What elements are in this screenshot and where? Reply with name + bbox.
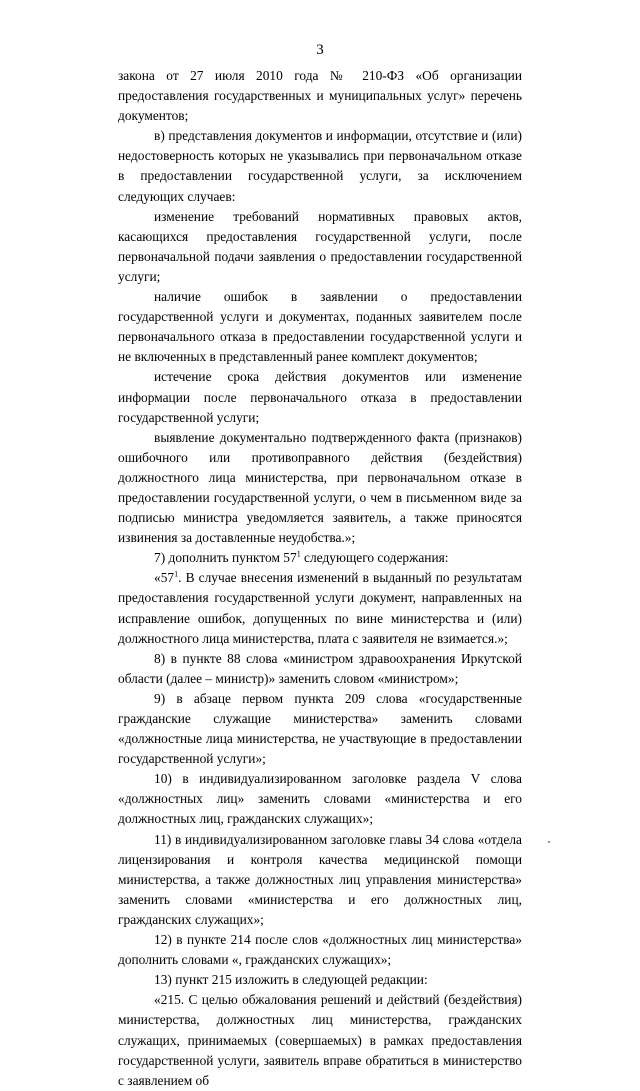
paragraph: 9) в абзаце первом пункта 209 слова «государственные гражданские служащие министерства» заменить словами «должностные лица министерства, не участвующие в предоставлении государственной услуги»;	[118, 690, 522, 767]
paragraph: 12) в пункте 214 после слов «должностных лиц министерства» дополнить словами «, гражданских служащих»;	[118, 932, 522, 968]
paragraph: изменение требований нормативных правовых актов, касающихся предоставления государственной услуги, после первоначальной подачи заявления о предоставлении государственной услуги;	[118, 208, 522, 284]
paragraph-text: . В случае внесения изменений в выданный по результатам предоставления государственной услуги документ, направленных на исправление ошибок, допущенных по вине министерства и (или) должностного лица министерства, плата с заявителя не взимается.»;	[118, 570, 522, 646]
paragraph: 13) пункт 215 изложить в следующей редакции:	[154, 972, 428, 988]
paragraph: истечение срока действия документов или изменение информации после первоначального отказа в предоставлении государственной услуги;	[118, 369, 522, 425]
paragraph: 10) в индивидуализированном заголовке раздела V слова «должностных лиц» заменить словами «министерства и его должностных лиц, гражданских служащих»;	[118, 771, 522, 827]
paragraph-text: следующего содержания:	[300, 550, 449, 566]
paragraph-text: «57	[154, 570, 175, 586]
paragraph: в) представления документов и информации, отсутствие и (или) недостоверность которых не указывались при первоначальном отказе в предоставлении государственной услуги, за исключением следующих случаев:	[118, 128, 522, 204]
paragraph: выявление документально подтвержденного факта (признаков) ошибочного или противоправного действия (бездействия) должностного лица министерства, при первоначальном отказе в предоставлении государственной услуги, о чем в письменном виде за подписью министра уведомляется заявитель, а также приносятся извинения за доставленные неудобства.»;	[118, 429, 522, 546]
paragraph-clause-57-1	[118, 568, 522, 648]
paragraph: 11) в индивидуализированном заголовке главы 34 слова «отдела лицензирования и контроля качества медицинской помощи министерства, а также должностных лиц управления министерства» заменить словами «министерства и его должностных лиц, гражданских служащих»;	[118, 831, 522, 927]
paragraph: «215. С целью обжалования решений и действий (бездействия) министерства, должностных лиц министерства, гражданских служащих, принимаемых (совершаемых) в рамках предоставления государственной услуги, заявитель вправе обратиться в министерство с заявлением об	[118, 992, 522, 1088]
paragraph-amendment-7	[118, 548, 522, 568]
paragraph: 8) в пункте 88 слова «министром здравоохранения Иркутской области (далее – министр)» заменить словом «министром»;	[118, 650, 522, 686]
paragraph: закона от 27 июля 2010 года № 210-ФЗ «Об организации предоставления государственных и муниципальных услуг» перечень документов;	[118, 68, 522, 124]
paragraph-text: 7) дополнить пунктом 57	[154, 550, 297, 566]
scan-speck	[548, 841, 550, 843]
document-body	[118, 66, 522, 1091]
superscript: 1	[174, 569, 179, 579]
paragraph: наличие ошибок в заявлении о предоставлении государственной услуги и документах, поданных заявителем после первоначального отказа в предоставлении государственной услуги и не включенных в представленный ранее комплект документов;	[118, 289, 522, 365]
page-number: 3	[316, 42, 324, 58]
superscript: 1	[296, 549, 301, 559]
